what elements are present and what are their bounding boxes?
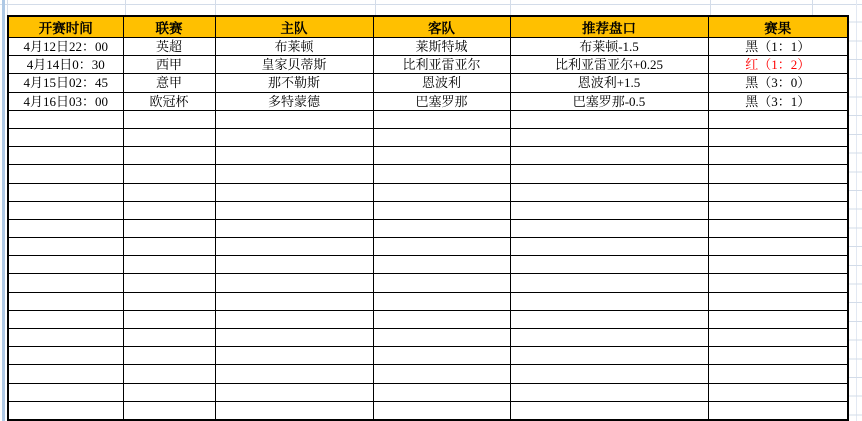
empty-cell-result[interactable] <box>708 365 848 383</box>
sheet-gridline-vertical <box>812 0 813 15</box>
cell-home[interactable]: 布莱顿 <box>215 38 373 56</box>
empty-cell-away[interactable] <box>373 347 510 365</box>
empty-cell-time[interactable] <box>8 165 123 183</box>
empty-cell-league[interactable] <box>123 383 215 401</box>
empty-cell-handicap[interactable] <box>510 110 708 128</box>
empty-cell-home[interactable] <box>215 165 373 183</box>
cell-time[interactable]: 4月14日0：30 <box>8 56 123 74</box>
empty-cell-result[interactable] <box>708 165 848 183</box>
empty-cell-time[interactable] <box>8 128 123 146</box>
header-row <box>8 16 848 38</box>
empty-cell-away[interactable] <box>373 238 510 256</box>
empty-cell-time[interactable] <box>8 383 123 401</box>
empty-cell-time[interactable] <box>8 365 123 383</box>
empty-cell-time[interactable] <box>8 219 123 237</box>
empty-cell-home[interactable] <box>215 347 373 365</box>
empty-cell-handicap[interactable] <box>510 274 708 292</box>
cell-result[interactable]: 黑（3：1） <box>708 92 848 110</box>
empty-cell-league[interactable] <box>123 347 215 365</box>
header-time[interactable]: 开赛时间 <box>8 16 123 38</box>
empty-cell-result[interactable] <box>708 401 848 420</box>
empty-cell-handicap[interactable] <box>510 128 708 146</box>
empty-cell-result[interactable] <box>708 292 848 310</box>
empty-cell-time[interactable] <box>8 310 123 328</box>
empty-cell-league[interactable] <box>123 256 215 274</box>
empty-cell-handicap[interactable] <box>510 147 708 165</box>
empty-cell-result[interactable] <box>708 238 848 256</box>
empty-cell-away[interactable] <box>373 128 510 146</box>
empty-cell-time[interactable] <box>8 347 123 365</box>
empty-cell-handicap[interactable] <box>510 401 708 420</box>
cell-league[interactable]: 英超 <box>123 38 215 56</box>
cell-league[interactable]: 欧冠杯 <box>123 92 215 110</box>
matches-table <box>7 15 849 421</box>
empty-cell-league[interactable] <box>123 238 215 256</box>
empty-cell-home[interactable] <box>215 274 373 292</box>
sheet-gridline-horizontal <box>0 4 862 5</box>
cell-home[interactable]: 那不勒斯 <box>215 74 373 92</box>
cell-handicap[interactable]: 比利亚雷亚尔+0.25 <box>510 56 708 74</box>
empty-row <box>8 147 848 165</box>
empty-cell-home[interactable] <box>215 183 373 201</box>
empty-cell-handicap[interactable] <box>510 256 708 274</box>
empty-cell-home[interactable] <box>215 110 373 128</box>
empty-cell-home[interactable] <box>215 310 373 328</box>
empty-cell-result[interactable] <box>708 256 848 274</box>
empty-row <box>8 165 848 183</box>
empty-cell-handicap[interactable] <box>510 201 708 219</box>
header-away[interactable]: 客队 <box>373 16 510 38</box>
cell-handicap[interactable]: 巴塞罗那-0.5 <box>510 92 708 110</box>
empty-cell-home[interactable] <box>215 256 373 274</box>
empty-row <box>8 383 848 401</box>
empty-cell-away[interactable] <box>373 219 510 237</box>
empty-cell-home[interactable] <box>215 128 373 146</box>
empty-cell-away[interactable] <box>373 256 510 274</box>
empty-cell-away[interactable] <box>373 110 510 128</box>
empty-row <box>8 219 848 237</box>
header-home[interactable]: 主队 <box>215 16 373 38</box>
empty-row <box>8 329 848 347</box>
empty-cell-league[interactable] <box>123 201 215 219</box>
empty-cell-league[interactable] <box>123 165 215 183</box>
cell-handicap[interactable]: 布莱顿-1.5 <box>510 38 708 56</box>
match-row <box>8 38 848 56</box>
empty-cell-league[interactable] <box>123 292 215 310</box>
cell-home[interactable]: 皇家贝蒂斯 <box>215 56 373 74</box>
empty-cell-result[interactable] <box>708 347 848 365</box>
empty-cell-league[interactable] <box>123 219 215 237</box>
empty-cell-away[interactable] <box>373 183 510 201</box>
cell-home[interactable]: 多特蒙德 <box>215 92 373 110</box>
empty-cell-league[interactable] <box>123 147 215 165</box>
empty-cell-result[interactable] <box>708 219 848 237</box>
empty-cell-time[interactable] <box>8 183 123 201</box>
empty-cell-home[interactable] <box>215 292 373 310</box>
sheet-gridline-vertical <box>375 0 376 15</box>
cell-result[interactable]: 黑（1：1） <box>708 38 848 56</box>
empty-cell-away[interactable] <box>373 383 510 401</box>
empty-row <box>8 347 848 365</box>
cell-time[interactable]: 4月16日03：00 <box>8 92 123 110</box>
empty-cell-time[interactable] <box>8 110 123 128</box>
empty-cell-away[interactable] <box>373 329 510 347</box>
cell-time[interactable]: 4月12日22：00 <box>8 38 123 56</box>
empty-cell-handicap[interactable] <box>510 329 708 347</box>
empty-cell-away[interactable] <box>373 365 510 383</box>
empty-cell-away[interactable] <box>373 165 510 183</box>
empty-row <box>8 238 848 256</box>
header-result[interactable]: 赛果 <box>708 16 848 38</box>
match-row <box>8 74 848 92</box>
sheet-gridline-vertical <box>125 0 126 15</box>
empty-cell-league[interactable] <box>123 310 215 328</box>
empty-cell-result[interactable] <box>708 310 848 328</box>
cell-league[interactable]: 西甲 <box>123 56 215 74</box>
empty-row <box>8 310 848 328</box>
header-handicap[interactable]: 推荐盘口 <box>510 16 708 38</box>
empty-cell-handicap[interactable] <box>510 238 708 256</box>
sheet-gridline-vertical <box>215 0 216 15</box>
empty-cell-away[interactable] <box>373 401 510 420</box>
empty-cell-handicap[interactable] <box>510 347 708 365</box>
cell-away[interactable]: 比利亚雷亚尔 <box>373 56 510 74</box>
empty-cell-home[interactable] <box>215 201 373 219</box>
empty-cell-result[interactable] <box>708 183 848 201</box>
empty-cell-result[interactable] <box>708 274 848 292</box>
empty-cell-home[interactable] <box>215 219 373 237</box>
empty-cell-time[interactable] <box>8 201 123 219</box>
empty-cell-league[interactable] <box>123 365 215 383</box>
empty-cell-handicap[interactable] <box>510 183 708 201</box>
sheet-right-margin-gridlines <box>849 4 862 421</box>
empty-cell-handicap[interactable] <box>510 383 708 401</box>
empty-row <box>8 365 848 383</box>
header-league[interactable]: 联赛 <box>123 16 215 38</box>
empty-cell-handicap[interactable] <box>510 165 708 183</box>
empty-cell-league[interactable] <box>123 183 215 201</box>
cell-result[interactable]: 黑（3：0） <box>708 74 848 92</box>
empty-cell-time[interactable] <box>8 274 123 292</box>
sheet-left-column-band <box>2 0 5 421</box>
empty-row <box>8 401 848 420</box>
cell-handicap[interactable]: 恩波利+1.5 <box>510 74 708 92</box>
cell-result[interactable]: 红（1：2） <box>708 56 848 74</box>
empty-row <box>8 256 848 274</box>
empty-row <box>8 110 848 128</box>
empty-row <box>8 201 848 219</box>
empty-cell-home[interactable] <box>215 238 373 256</box>
empty-cell-handicap[interactable] <box>510 365 708 383</box>
empty-row <box>8 183 848 201</box>
empty-cell-home[interactable] <box>215 365 373 383</box>
cell-away[interactable]: 恩波利 <box>373 74 510 92</box>
empty-cell-result[interactable] <box>708 201 848 219</box>
empty-cell-time[interactable] <box>8 256 123 274</box>
empty-cell-away[interactable] <box>373 292 510 310</box>
empty-cell-home[interactable] <box>215 147 373 165</box>
match-row <box>8 92 848 110</box>
sheet-gridline-vertical <box>710 0 711 15</box>
cell-away[interactable]: 巴塞罗那 <box>373 92 510 110</box>
empty-cell-league[interactable] <box>123 128 215 146</box>
empty-cell-away[interactable] <box>373 274 510 292</box>
empty-cell-home[interactable] <box>215 329 373 347</box>
cell-time[interactable]: 4月15日02：45 <box>8 74 123 92</box>
empty-cell-away[interactable] <box>373 201 510 219</box>
empty-cell-league[interactable] <box>123 110 215 128</box>
empty-row <box>8 292 848 310</box>
empty-cell-result[interactable] <box>708 128 848 146</box>
empty-cell-time[interactable] <box>8 401 123 420</box>
empty-cell-away[interactable] <box>373 147 510 165</box>
empty-cell-result[interactable] <box>708 110 848 128</box>
empty-cell-league[interactable] <box>123 401 215 420</box>
empty-cell-home[interactable] <box>215 383 373 401</box>
empty-cell-home[interactable] <box>215 401 373 420</box>
empty-cell-result[interactable] <box>708 329 848 347</box>
empty-cell-result[interactable] <box>708 147 848 165</box>
cell-league[interactable]: 意甲 <box>123 74 215 92</box>
sheet-gridline-vertical <box>7 0 8 15</box>
match-row <box>8 56 848 74</box>
empty-row <box>8 274 848 292</box>
empty-row <box>8 128 848 146</box>
empty-cell-handicap[interactable] <box>510 310 708 328</box>
empty-cell-handicap[interactable] <box>510 219 708 237</box>
empty-cell-time[interactable] <box>8 329 123 347</box>
empty-cell-handicap[interactable] <box>510 292 708 310</box>
empty-cell-away[interactable] <box>373 310 510 328</box>
empty-cell-league[interactable] <box>123 274 215 292</box>
empty-cell-time[interactable] <box>8 292 123 310</box>
empty-cell-league[interactable] <box>123 329 215 347</box>
empty-cell-result[interactable] <box>708 383 848 401</box>
sheet-gridline-vertical <box>510 0 511 15</box>
empty-cell-time[interactable] <box>8 238 123 256</box>
empty-cell-time[interactable] <box>8 147 123 165</box>
cell-away[interactable]: 莱斯特城 <box>373 38 510 56</box>
